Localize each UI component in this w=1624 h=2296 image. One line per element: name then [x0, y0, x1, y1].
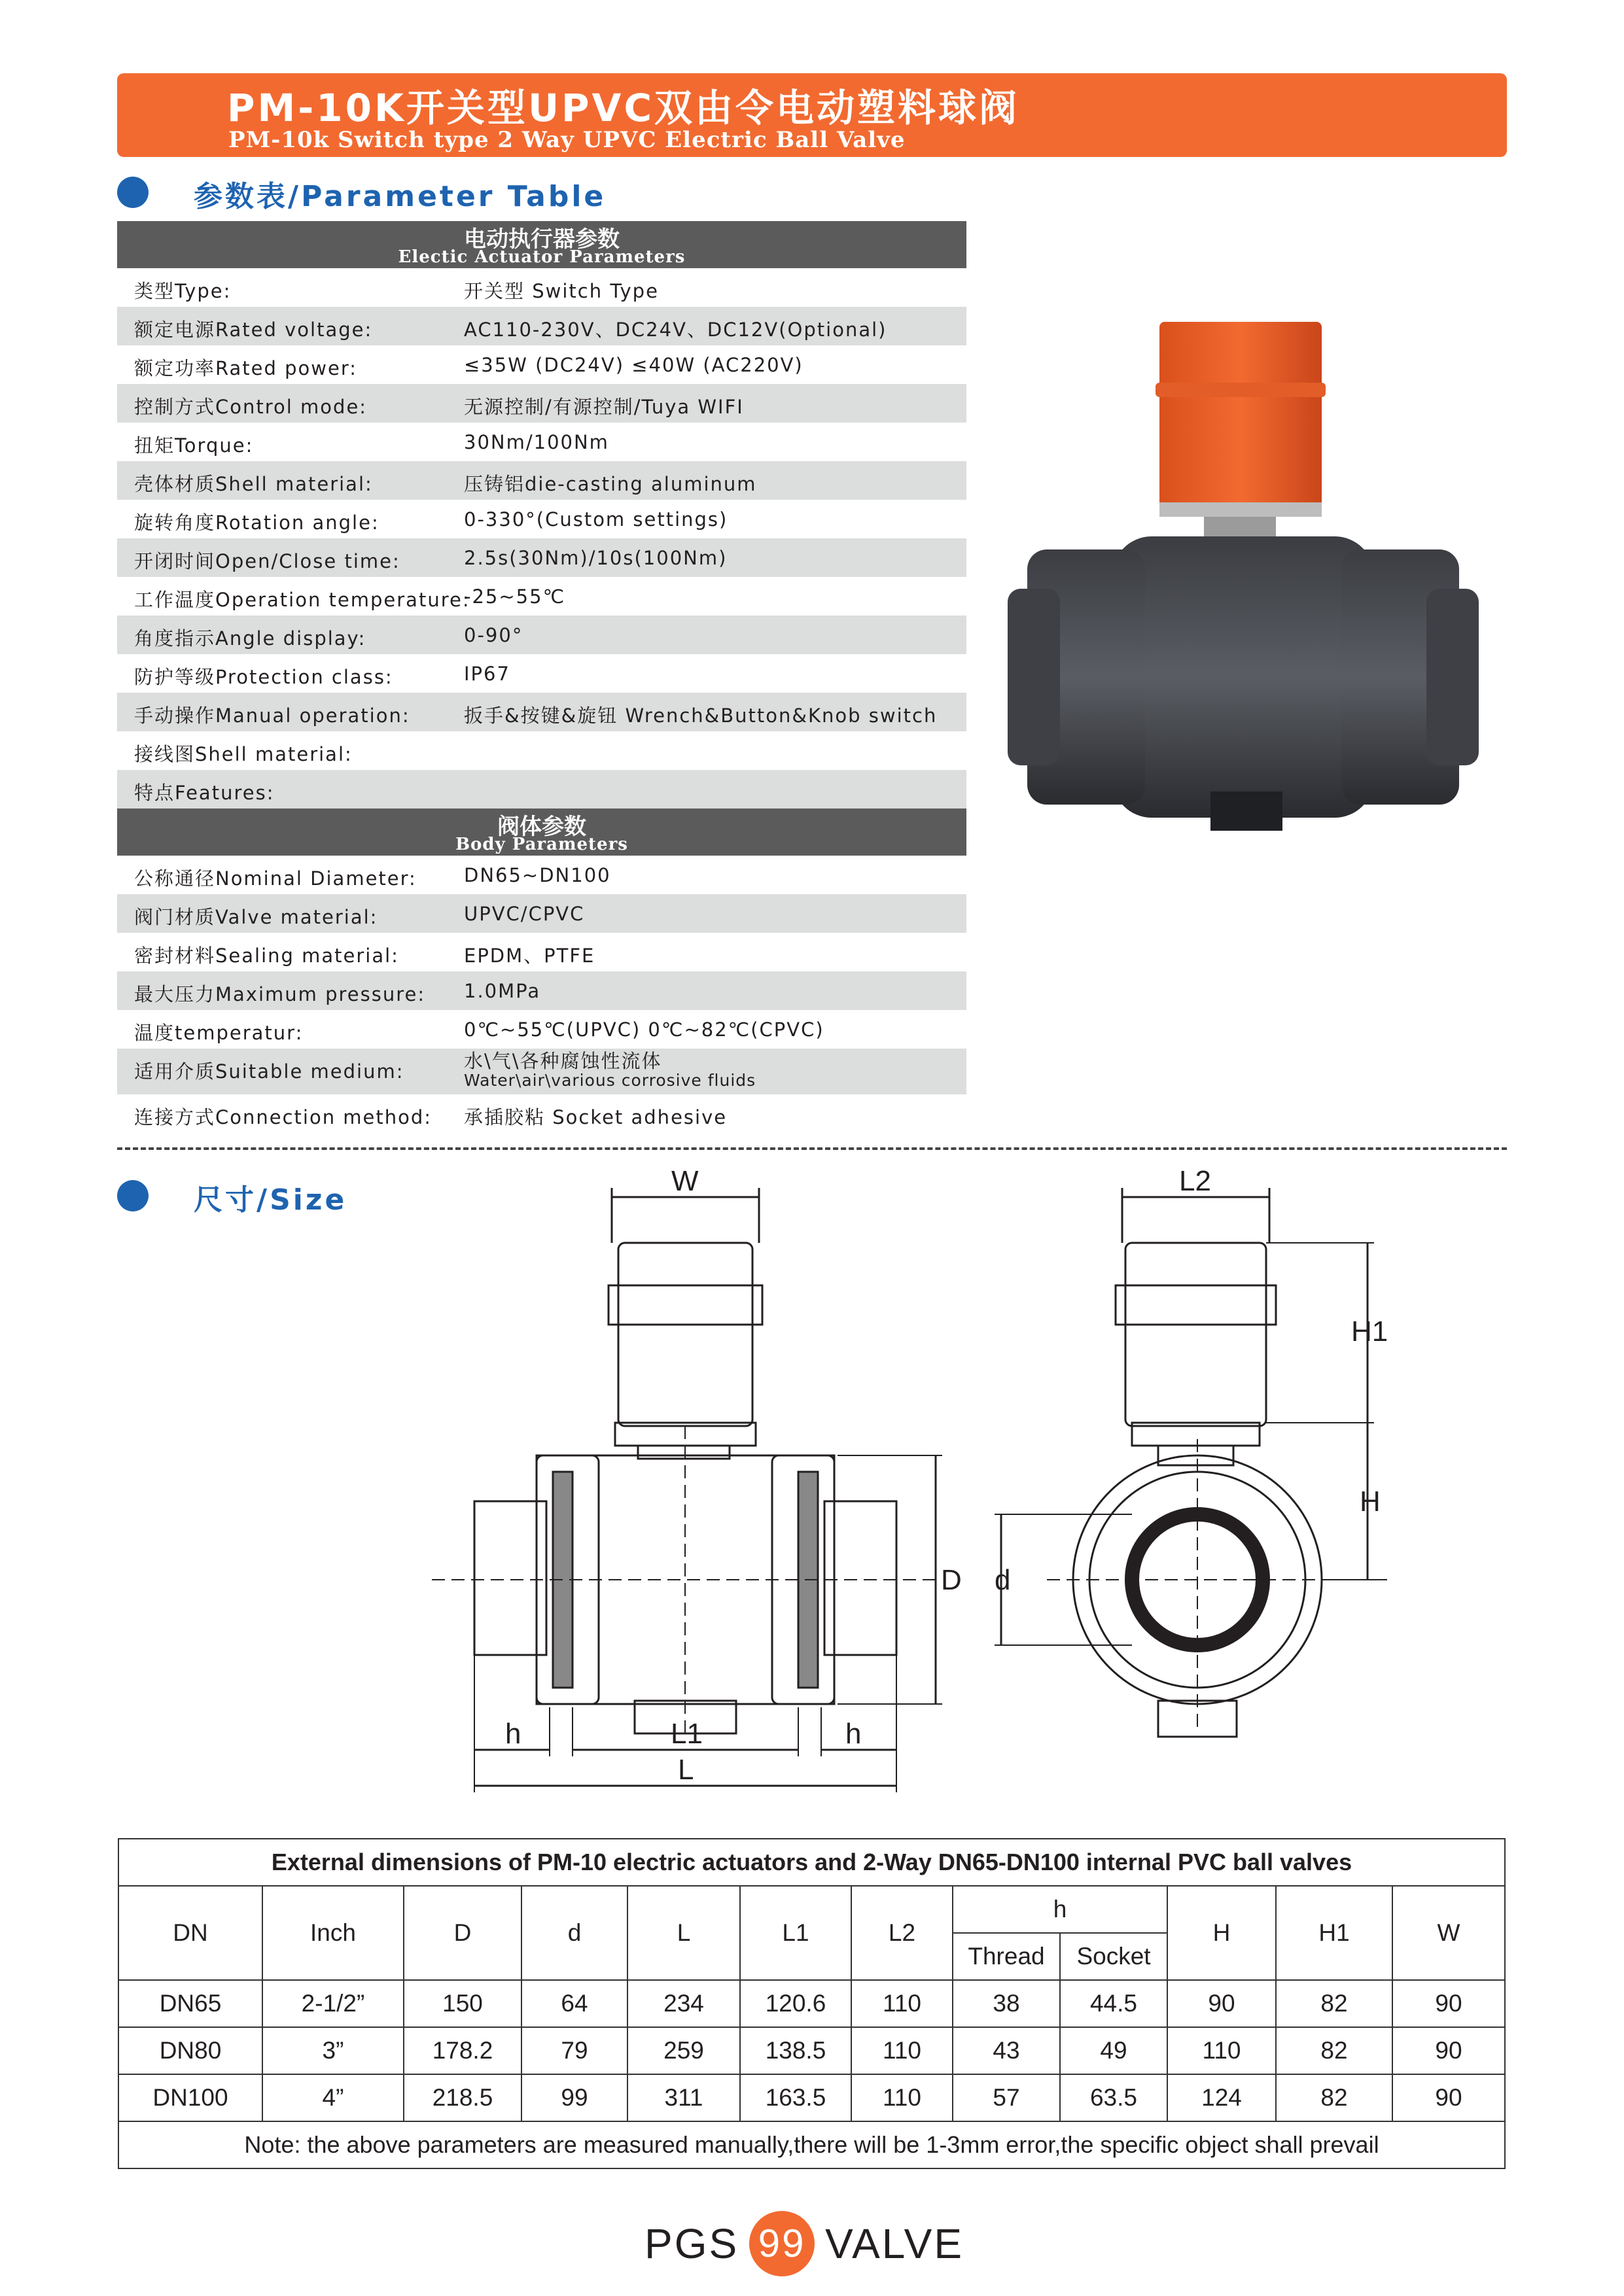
- param-label: 壳体材质Shell material:: [134, 473, 373, 495]
- footer-brand-right: VALVE: [825, 2220, 964, 2267]
- param-row: [117, 1049, 966, 1094]
- col-header-d-outer: D: [404, 1886, 521, 1980]
- param-row: [117, 577, 966, 616]
- param-label: 最大压力Maximum pressure:: [134, 983, 426, 1005]
- param-row: [117, 345, 966, 384]
- table-cell: 57: [953, 2074, 1060, 2121]
- param-value: 0℃~55℃(UPVC) 0℃~82℃(CPVC): [464, 1018, 824, 1041]
- col-header-l: L: [627, 1886, 740, 1980]
- table-cell: 82: [1276, 2074, 1392, 2121]
- actuator-header-cn: 电动执行器参数: [464, 226, 620, 252]
- product-photo: [1008, 314, 1479, 850]
- param-row: [117, 731, 966, 770]
- table-cell: 64: [521, 1980, 627, 2027]
- body-rows: [117, 856, 966, 1133]
- table-cell: 138.5: [740, 2027, 851, 2074]
- section-bullet-icon: [117, 177, 149, 208]
- table-cell: DN65: [118, 1980, 262, 2027]
- param-value: 承插胶粘 Socket adhesive: [464, 1106, 728, 1128]
- table-cell: 90: [1392, 1980, 1505, 2027]
- param-row: [117, 856, 966, 894]
- table-cell: 110: [851, 1980, 953, 2027]
- table-cell: 49: [1060, 2027, 1167, 2074]
- param-row: [117, 971, 966, 1010]
- dim-label-h1: H1: [1351, 1315, 1388, 1348]
- param-row: [117, 423, 966, 461]
- table-cell: 63.5: [1060, 2074, 1167, 2121]
- param-value: 无源控制/有源控制/Tuya WIFI: [464, 396, 744, 418]
- param-value: 扳手&按键&旋钮 Wrench&Button&Knob switch: [464, 704, 938, 727]
- body-header-en: Body Parameters: [455, 835, 628, 854]
- actuator-header: [117, 221, 966, 268]
- title-english: PM-10k Switch type 2 Way UPVC Electric Ball Valve: [228, 127, 906, 153]
- table-cell: DN80: [118, 2027, 262, 2074]
- table-cell: 259: [627, 2027, 740, 2074]
- param-label: 阀门材质Valve material:: [134, 906, 378, 928]
- actuator-housing: [1159, 322, 1322, 512]
- param-row: [117, 307, 966, 345]
- footer-logo: [644, 2211, 964, 2283]
- param-value: 30Nm/100Nm: [464, 431, 609, 453]
- col-header-inch: Inch: [262, 1886, 404, 1980]
- param-value: 2.5s(30Nm)/10s(100Nm): [464, 547, 728, 569]
- param-row: [117, 933, 966, 971]
- dim-label-h: H: [1360, 1486, 1381, 1518]
- param-label: 角度指示Angle display:: [134, 627, 366, 650]
- dim-label-d-inner: d: [995, 1564, 1011, 1596]
- param-row: [117, 654, 966, 693]
- param-label: 防护等级Protection class:: [134, 666, 393, 688]
- dimensions-note: Note: the above parameters are measured manually,there will be 1-3mm error,the specific object shall prevail: [118, 2121, 1505, 2168]
- dim-label-h-left: h: [505, 1718, 521, 1750]
- param-label: 连接方式Connection method:: [134, 1106, 432, 1128]
- param-value: AC110-230V、DC24V、DC12V(Optional): [464, 319, 887, 341]
- param-value-sub: Water\air\various corrosive fluids: [464, 1071, 756, 1090]
- param-label: 开闭时间Open/Close time:: [134, 550, 400, 572]
- param-row: [117, 693, 966, 731]
- col-header-d-inner: d: [521, 1886, 627, 1980]
- param-label: 额定电源Rated voltage:: [134, 319, 373, 341]
- param-label: 接线图Shell material:: [134, 743, 353, 765]
- side-view: [995, 1188, 1387, 1737]
- param-label: 额定功率Rated power:: [134, 357, 358, 379]
- table-cell: 43: [953, 2027, 1060, 2074]
- table-cell: 90: [1392, 2074, 1505, 2121]
- size-section-title: 尺寸/Size: [194, 1183, 347, 1217]
- dimensions-title: External dimensions of PM-10 electric actuators and 2-Way DN65-DN100 internal PVC ball valves: [118, 1839, 1505, 1886]
- dim-label-l1: L1: [671, 1718, 703, 1750]
- param-label: 公称通径Nominal Diameter:: [134, 867, 417, 890]
- table-cell: 124: [1167, 2074, 1276, 2121]
- col-header-h: H: [1167, 1886, 1276, 1980]
- table-cell: 38: [953, 1980, 1060, 2027]
- col-header-thread: Thread: [953, 1933, 1060, 1980]
- param-label: 控制方式Control mode:: [134, 396, 368, 418]
- table-cell: 120.6: [740, 1980, 851, 2027]
- param-value: IP67: [464, 663, 510, 685]
- param-row: [117, 461, 966, 500]
- dim-label-l: L: [678, 1754, 694, 1786]
- param-row: [117, 616, 966, 654]
- param-value: [464, 1051, 756, 1090]
- dim-label-l2: L2: [1179, 1165, 1211, 1197]
- table-cell: 2-1/2”: [262, 1980, 404, 2027]
- body-header: [117, 809, 966, 856]
- param-value: 1.0MPa: [464, 980, 541, 1002]
- table-cell: 110: [851, 2074, 953, 2121]
- table-cell: 163.5: [740, 2074, 851, 2121]
- table-cell: 82: [1276, 2027, 1392, 2074]
- param-label: 特点Features:: [134, 782, 275, 804]
- param-value: 0-330°(Custom settings): [464, 508, 728, 531]
- technical-drawing: [419, 1164, 1413, 1805]
- dimensions-rows: [118, 1980, 1505, 2121]
- page-header: [117, 73, 1507, 157]
- table-cell: 90: [1167, 1980, 1276, 2027]
- table-cell: 82: [1276, 1980, 1392, 2027]
- table-cell: 44.5: [1060, 1980, 1167, 2027]
- footer-brand-left: PGS: [644, 2220, 739, 2267]
- param-row: [117, 770, 966, 809]
- col-header-socket: Socket: [1060, 1933, 1167, 1980]
- parameter-table: [117, 221, 966, 1133]
- table-cell: 178.2: [404, 2027, 521, 2074]
- actuator-header-en: Electic Actuator Parameters: [398, 247, 686, 267]
- table-row: [118, 2027, 1505, 2074]
- actuator-rows: [117, 268, 966, 809]
- param-label: 密封材料Sealing material:: [134, 945, 399, 967]
- param-value: EPDM、PTFE: [464, 945, 595, 967]
- col-header-h1: H1: [1276, 1886, 1392, 1980]
- param-row: [117, 894, 966, 933]
- param-row: [117, 1010, 966, 1049]
- dim-label-d-outer: D: [941, 1564, 962, 1596]
- param-value: 0-90°: [464, 624, 523, 646]
- table-cell: DN100: [118, 2074, 262, 2121]
- table-cell: 110: [851, 2027, 953, 2074]
- front-view: [432, 1188, 942, 1792]
- table-cell: 110: [1167, 2027, 1276, 2074]
- param-row: [117, 384, 966, 423]
- dim-label-w: W: [671, 1165, 699, 1197]
- param-value: ≤35W (DC24V) ≤40W (AC220V): [464, 354, 803, 376]
- param-label: 旋转角度Rotation angle:: [134, 512, 380, 534]
- param-label: 适用介质Suitable medium:: [134, 1060, 404, 1083]
- table-cell: 218.5: [404, 2074, 521, 2121]
- param-value: UPVC/CPVC: [464, 903, 585, 925]
- body-header-cn: 阀体参数: [497, 814, 586, 840]
- param-value: 压铸铝die-casting aluminum: [464, 473, 757, 495]
- param-value: 开关型 Switch Type: [464, 280, 659, 302]
- table-cell: 4”: [262, 2074, 404, 2121]
- col-header-l1: L1: [740, 1886, 851, 1980]
- param-label: 手动操作Manual operation:: [134, 704, 410, 727]
- param-row: [117, 500, 966, 538]
- dim-label-h-right: h: [845, 1718, 862, 1750]
- section-bullet-icon: [117, 1180, 149, 1211]
- col-header-h-small: h: [953, 1886, 1167, 1933]
- param-value: -25~55℃: [464, 585, 566, 608]
- table-cell: 90: [1392, 2027, 1505, 2074]
- param-section-title: 参数表/Parameter Table: [194, 180, 607, 213]
- col-header-dn: DN: [118, 1886, 262, 1980]
- param-row: [117, 268, 966, 307]
- table-cell: 3”: [262, 2027, 404, 2074]
- valve-body: [1112, 536, 1374, 818]
- dimensions-table: [118, 1838, 1506, 2169]
- footer-badge: 99: [749, 2211, 815, 2276]
- table-cell: 311: [627, 2074, 740, 2121]
- title-chinese: PM-10K开关型UPVC双由令电动塑料球阀: [227, 86, 1020, 130]
- param-row: [117, 1094, 966, 1133]
- param-label: 温度temperatur:: [134, 1022, 304, 1044]
- param-label: 工作温度Operation temperature:: [134, 589, 470, 611]
- param-label: 类型Type:: [134, 280, 232, 302]
- col-header-w: W: [1392, 1886, 1505, 1980]
- table-cell: 150: [404, 1980, 521, 2027]
- table-cell: 99: [521, 2074, 627, 2121]
- param-row: [117, 538, 966, 577]
- param-label: 扭矩Torque:: [134, 434, 254, 457]
- param-value: DN65~DN100: [464, 864, 611, 886]
- separator: [117, 1147, 1507, 1150]
- table-row: [118, 1980, 1505, 2027]
- param-value-main: 水\气\各种腐蚀性流体: [464, 1050, 662, 1072]
- col-header-l2: L2: [851, 1886, 953, 1980]
- table-cell: 234: [627, 1980, 740, 2027]
- table-cell: 79: [521, 2027, 627, 2074]
- table-row: [118, 2074, 1505, 2121]
